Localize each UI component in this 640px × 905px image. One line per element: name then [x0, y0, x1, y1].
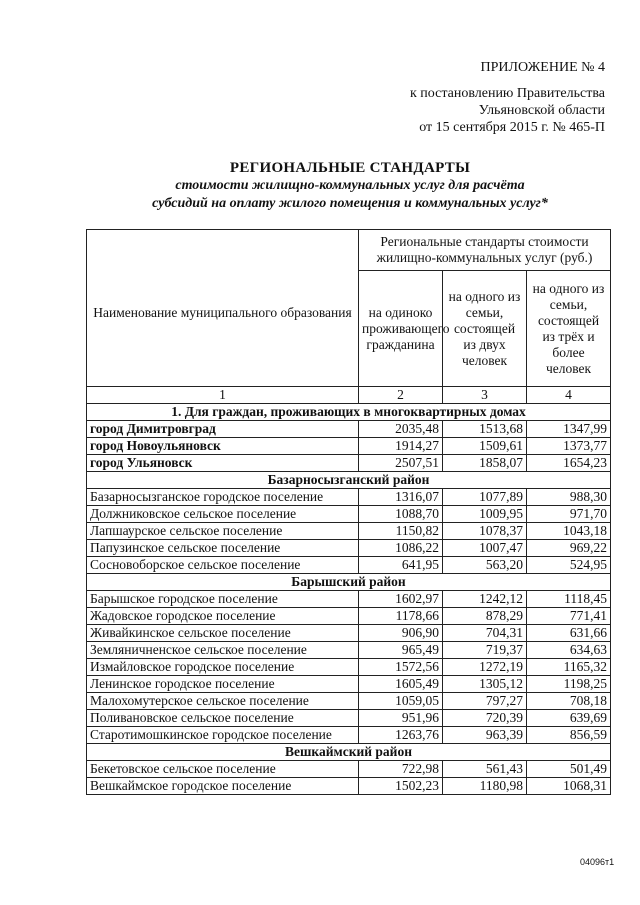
table-row	[87, 710, 611, 727]
municipality-name: Поливановское сельское поселение	[87, 710, 359, 727]
district-row	[87, 574, 611, 591]
value-single: 1059,05	[359, 693, 443, 710]
table-row	[87, 676, 611, 693]
municipality-name: город Новоульяновск	[87, 438, 359, 455]
table-row	[87, 642, 611, 659]
value-two-person: 1858,07	[443, 455, 527, 472]
value-single: 1263,76	[359, 727, 443, 744]
value-single: 1914,27	[359, 438, 443, 455]
standards-table	[86, 229, 611, 795]
column-number-row	[87, 387, 611, 404]
value-single: 1605,49	[359, 676, 443, 693]
resolution-reference	[330, 85, 605, 136]
table-row	[87, 489, 611, 506]
value-two-person: 1272,19	[443, 659, 527, 676]
value-three-person: 1068,31	[527, 778, 611, 795]
table-row	[87, 557, 611, 574]
table-row	[87, 506, 611, 523]
document-titles	[80, 160, 620, 213]
document-title: РЕГИОНАЛЬНЫЕ СТАНДАРТЫ	[229, 160, 471, 176]
table-header-row	[87, 230, 611, 271]
table-row	[87, 761, 611, 778]
value-two-person: 1242,12	[443, 591, 527, 608]
column-header-group: Региональные стандарты стоимости жилищно-коммунальных услуг (руб.)	[359, 230, 611, 271]
value-two-person: 963,39	[443, 727, 527, 744]
column-number: 1	[87, 387, 359, 404]
value-single: 965,49	[359, 642, 443, 659]
section-row	[87, 404, 611, 421]
table-row	[87, 659, 611, 676]
value-single: 2507,51	[359, 455, 443, 472]
value-three-person: 771,41	[527, 608, 611, 625]
value-two-person: 719,37	[443, 642, 527, 659]
value-two-person: 1513,68	[443, 421, 527, 438]
district-heading: Вешкаймский район	[87, 744, 611, 761]
value-three-person: 1347,99	[527, 421, 611, 438]
value-two-person: 1305,12	[443, 676, 527, 693]
value-single: 1316,07	[359, 489, 443, 506]
value-three-person: 1118,45	[527, 591, 611, 608]
value-two-person: 1009,95	[443, 506, 527, 523]
appendix-number: ПРИЛОЖЕНИЕ № 4	[480, 60, 605, 75]
district-heading: Барышский район	[87, 574, 611, 591]
value-three-person: 1198,25	[527, 676, 611, 693]
value-two-person: 1078,37	[443, 523, 527, 540]
table-row	[87, 778, 611, 795]
value-three-person: 631,66	[527, 625, 611, 642]
value-three-person: 856,59	[527, 727, 611, 744]
column-number: 3	[443, 387, 527, 404]
column-header-two: на одного из семьи, состоящей из двух человек	[443, 271, 527, 387]
table-row	[87, 625, 611, 642]
value-three-person: 524,95	[527, 557, 611, 574]
value-single: 906,90	[359, 625, 443, 642]
table-row	[87, 727, 611, 744]
value-two-person: 1180,98	[443, 778, 527, 795]
value-single: 951,96	[359, 710, 443, 727]
resolution-line: к постановлению Правительства	[409, 86, 605, 101]
municipality-name: Базарносызганское городское поселение	[87, 489, 359, 506]
value-single: 1572,56	[359, 659, 443, 676]
column-number: 4	[527, 387, 611, 404]
table-row	[87, 540, 611, 557]
value-single: 2035,48	[359, 421, 443, 438]
district-heading: Базарносызганский район	[87, 472, 611, 489]
value-three-person: 1373,77	[527, 438, 611, 455]
section-heading: 1. Для граждан, проживающих в многоквартирных домах	[87, 404, 611, 421]
value-three-person: 1654,23	[527, 455, 611, 472]
value-two-person: 1007,47	[443, 540, 527, 557]
table-row	[87, 421, 611, 438]
table-row	[87, 693, 611, 710]
value-three-person: 634,63	[527, 642, 611, 659]
municipality-name: Папузинское сельское поселение	[87, 540, 359, 557]
value-single: 641,95	[359, 557, 443, 574]
value-two-person: 878,29	[443, 608, 527, 625]
value-two-person: 704,31	[443, 625, 527, 642]
municipality-name: Барышское городское поселение	[87, 591, 359, 608]
value-single: 1088,70	[359, 506, 443, 523]
value-three-person: 639,69	[527, 710, 611, 727]
value-two-person: 563,20	[443, 557, 527, 574]
district-row	[87, 744, 611, 761]
value-two-person: 1077,89	[443, 489, 527, 506]
municipality-name: Земляничненское сельское поселение	[87, 642, 359, 659]
document-subtitle-line: субсидий на оплату жилого помещения и коммунальных услуг*	[152, 196, 548, 211]
municipality-name: город Ульяновск	[87, 455, 359, 472]
district-row	[87, 472, 611, 489]
value-two-person: 720,39	[443, 710, 527, 727]
value-single: 1086,22	[359, 540, 443, 557]
resolution-line: Ульяновской области	[478, 103, 605, 118]
municipality-name: Сосновоборское сельское поселение	[87, 557, 359, 574]
document-subtitle-line: стоимости жилищно-коммунальных услуг для расчёта	[175, 178, 525, 193]
value-single: 1602,97	[359, 591, 443, 608]
municipality-name: Жадовское городское поселение	[87, 608, 359, 625]
value-three-person: 501,49	[527, 761, 611, 778]
value-three-person: 708,18	[527, 693, 611, 710]
value-two-person: 797,27	[443, 693, 527, 710]
municipality-name: Измайловское городское поселение	[87, 659, 359, 676]
column-header-single: на одиноко проживающего гражданина	[359, 271, 443, 387]
table-row	[87, 591, 611, 608]
value-single: 1502,23	[359, 778, 443, 795]
value-three-person: 971,70	[527, 506, 611, 523]
municipality-name: Малохомутерское сельское поселение	[87, 693, 359, 710]
municipality-name: Вешкаймское городское поселение	[87, 778, 359, 795]
municipality-name: Ленинское городское поселение	[87, 676, 359, 693]
municipality-name: город Димитровград	[87, 421, 359, 438]
value-single: 722,98	[359, 761, 443, 778]
resolution-line: от 15 сентября 2015 г. № 465-П	[419, 120, 605, 135]
municipality-name: Бекетовское сельское поселение	[87, 761, 359, 778]
table-row	[87, 438, 611, 455]
value-three-person: 1165,32	[527, 659, 611, 676]
value-single: 1178,66	[359, 608, 443, 625]
table-row	[87, 523, 611, 540]
municipality-name: Старотимошкинское городское поселение	[87, 727, 359, 744]
document-code: 04096т1	[580, 857, 615, 867]
municipality-name: Живайкинское сельское поселение	[87, 625, 359, 642]
column-header-name: Наименование муниципального образования	[87, 230, 359, 387]
value-two-person: 561,43	[443, 761, 527, 778]
value-two-person: 1509,61	[443, 438, 527, 455]
value-three-person: 988,30	[527, 489, 611, 506]
value-three-person: 1043,18	[527, 523, 611, 540]
value-three-person: 969,22	[527, 540, 611, 557]
municipality-name: Лапшаурское сельское поселение	[87, 523, 359, 540]
municipality-name: Должниковское сельское поселение	[87, 506, 359, 523]
column-header-three: на одного из семьи, состоящей из трёх и более человек	[527, 271, 611, 387]
table-row	[87, 455, 611, 472]
value-single: 1150,82	[359, 523, 443, 540]
column-number: 2	[359, 387, 443, 404]
table-row	[87, 608, 611, 625]
